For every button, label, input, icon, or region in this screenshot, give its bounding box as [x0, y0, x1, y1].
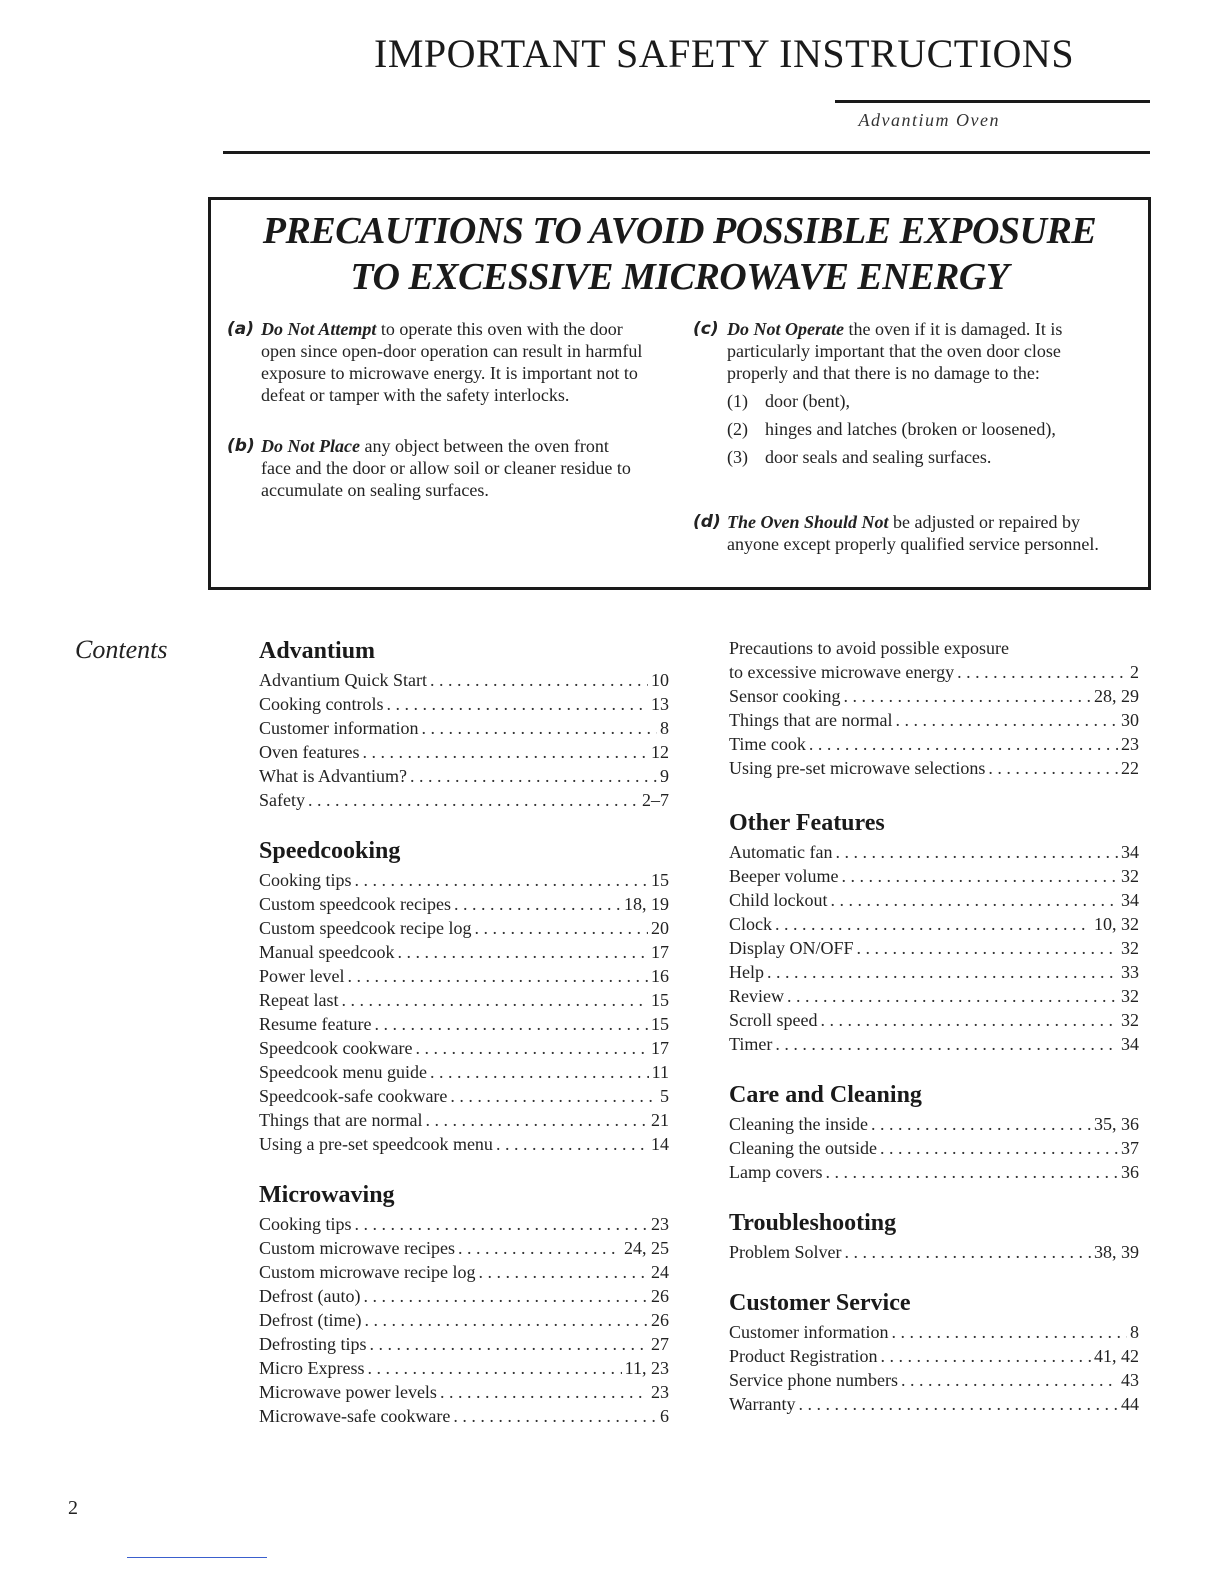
toc-entry-text: Precautions to avoid possible exposure: [729, 638, 1009, 658]
toc-entry-page: 11: [651, 1062, 669, 1082]
dot-leader: [901, 1368, 1118, 1392]
toc-entry: [729, 1160, 1139, 1184]
dot-leader: [410, 764, 657, 788]
dot-leader: [988, 756, 1118, 780]
dot-leader: [767, 960, 1118, 984]
toc-entry-page: 43: [1121, 1370, 1139, 1390]
list-item-number: (1): [727, 391, 748, 411]
precaution-lead: Do Not Place: [261, 436, 360, 456]
toc-entry-page: 10, 32: [1094, 914, 1139, 934]
header-rule-long: [223, 151, 1150, 154]
dot-leader: [957, 660, 1127, 684]
toc-entry: [729, 660, 1139, 684]
toc-entry-label: Microwave-safe cookware: [259, 1406, 451, 1426]
toc-entry-page: 2: [1130, 662, 1139, 682]
toc-section-troubleshooting: [729, 1208, 1139, 1264]
toc-entry-page: 32: [1121, 1010, 1139, 1030]
toc-entry: [259, 892, 669, 916]
dot-leader: [364, 1308, 648, 1332]
dot-leader: [880, 1136, 1118, 1160]
dot-leader: [362, 740, 648, 764]
toc-section-customer-service: [729, 1288, 1139, 1416]
toc-entry: [259, 940, 669, 964]
header-rule-short: [835, 100, 1150, 103]
toc-entry-page: 26: [651, 1310, 669, 1330]
toc-entry-label: Power level: [259, 966, 345, 986]
toc-entry-page: 24, 25: [624, 1238, 669, 1258]
toc-entry: [259, 788, 669, 812]
dot-leader: [841, 864, 1118, 888]
toc-entry: [729, 684, 1139, 708]
toc-entry-label: Cleaning the inside: [729, 1114, 868, 1134]
toc-entry-label: Custom speedcook recipe log: [259, 918, 472, 938]
page-number: 2: [68, 1497, 78, 1519]
toc-entry: [259, 1108, 669, 1132]
dot-leader: [496, 1132, 648, 1156]
toc-entry-page: 17: [651, 1038, 669, 1058]
dot-leader: [425, 1108, 648, 1132]
toc-entry-page: 44: [1121, 1394, 1139, 1414]
toc-entry: [259, 1308, 669, 1332]
toc-entry-page: 32: [1121, 866, 1139, 886]
toc-entry-page: 36: [1121, 1162, 1139, 1182]
toc-entry-page: 18, 19: [624, 894, 669, 914]
toc-section-microwaving: [259, 1180, 669, 1428]
toc-entry-page: 15: [651, 990, 669, 1010]
toc-entry-page: 37: [1121, 1138, 1139, 1158]
dot-leader: [430, 668, 648, 692]
toc-entry-page: 30: [1121, 710, 1139, 730]
precaution-letter: (c): [693, 319, 719, 339]
toc-entry-label: Things that are normal: [729, 710, 893, 730]
dot-leader: [387, 692, 649, 716]
toc-entry-label: Custom speedcook recipes: [259, 894, 451, 914]
precaution-b: [227, 435, 641, 501]
dot-leader: [374, 1012, 648, 1036]
dot-leader: [880, 1344, 1091, 1368]
dot-leader: [363, 1284, 648, 1308]
toc-entry: [259, 868, 669, 892]
toc-entry: [729, 864, 1139, 888]
toc-entry-label: Speedcook cookware: [259, 1038, 413, 1058]
dot-leader: [454, 892, 621, 916]
precaution-text: be adjusted or repaired by anyone except properly qualified service personnel.: [727, 512, 1099, 554]
toc-entry-page: 23: [1121, 734, 1139, 754]
list-item-number: (2): [727, 419, 748, 439]
list-item: [727, 418, 1137, 440]
toc-entry-label: Speedcook menu guide: [259, 1062, 427, 1082]
toc-entry-label: Cooking tips: [259, 870, 352, 890]
toc-entry-page: 23: [651, 1382, 669, 1402]
toc-entry-page: 27: [651, 1334, 669, 1354]
list-item: [727, 446, 1137, 468]
toc-entry-page: 9: [660, 766, 669, 786]
dot-leader: [895, 708, 1118, 732]
toc-entry: [729, 888, 1139, 912]
toc-entry-label: Defrost (time): [259, 1310, 362, 1330]
toc-entry-page: 10: [651, 670, 669, 690]
dot-leader: [775, 912, 1091, 936]
toc-entry: [259, 1332, 669, 1356]
toc-entry: [259, 1012, 669, 1036]
toc-entry: [259, 716, 669, 740]
dot-leader: [831, 888, 1119, 912]
dot-leader: [820, 1008, 1118, 1032]
toc-entry: [729, 1032, 1139, 1056]
dot-leader: [775, 1032, 1118, 1056]
toc-entry-page: 34: [1121, 1034, 1139, 1054]
toc-entry: [729, 936, 1139, 960]
toc-entry: [729, 1392, 1139, 1416]
toc-entry-page: 16: [651, 966, 669, 986]
precautions-title-line2: TO EXCESSIVE MICROWAVE ENERGY: [350, 256, 1009, 298]
toc-entry: [729, 1344, 1139, 1368]
toc-entry: [259, 1132, 669, 1156]
dot-leader: [440, 1380, 648, 1404]
footer-link-underline: [127, 1557, 267, 1558]
toc-entry-page: 8: [1130, 1322, 1139, 1342]
toc-entry-page: 20: [651, 918, 669, 938]
page-title: IMPORTANT SAFETY INSTRUCTIONS: [374, 31, 1075, 76]
contents-label: Contents: [75, 635, 168, 664]
toc-entry-label: Repeat last: [259, 990, 339, 1010]
dot-leader: [355, 868, 648, 892]
toc-entry-label: Microwave power levels: [259, 1382, 437, 1402]
toc-entry: [729, 840, 1139, 864]
toc-entry-label: Scroll speed: [729, 1010, 818, 1030]
precaution-lead: Do Not Attempt: [261, 319, 377, 339]
dot-leader: [308, 788, 639, 812]
list-item: [727, 390, 1137, 412]
precaution-letter: (b): [227, 436, 255, 456]
toc-entry-page: 41, 42: [1094, 1346, 1139, 1366]
precautions-title: [211, 208, 1148, 300]
precaution-letter: (d): [693, 512, 721, 532]
precaution-d: [693, 511, 1117, 555]
dot-leader: [835, 840, 1118, 864]
toc-entry-label: to excessive microwave energy: [729, 662, 955, 682]
toc-entry-label: Oven features: [259, 742, 360, 762]
dot-leader: [844, 684, 1092, 708]
toc-heading: Care and Cleaning: [729, 1082, 922, 1108]
toc-entry-label: Product Registration: [729, 1346, 878, 1366]
toc-entry-page: 34: [1121, 890, 1139, 910]
toc-entry-label: Advantium Quick Start: [259, 670, 427, 690]
toc-entry-label: Custom microwave recipe log: [259, 1262, 476, 1282]
toc-entry-page: 5: [660, 1086, 669, 1106]
toc-entry-label: Speedcook-safe cookware: [259, 1086, 448, 1106]
dot-leader: [857, 936, 1118, 960]
toc-entry-label: Safety: [259, 790, 305, 810]
toc-right-column: [729, 636, 1139, 1438]
toc-entry-label: Cooking controls: [259, 694, 384, 714]
toc-entry-page: 28, 29: [1094, 686, 1139, 706]
toc-entry-label: Manual speedcook: [259, 942, 395, 962]
toc-entry-page: 38, 39: [1094, 1242, 1139, 1262]
toc-entry: [259, 1084, 669, 1108]
toc-entry-page: 32: [1121, 986, 1139, 1006]
dot-leader: [453, 1404, 657, 1428]
header-subtitle: Advantium Oven: [858, 110, 1000, 130]
toc-entry: [259, 692, 669, 716]
toc-entry-label: Things that are normal: [259, 1110, 423, 1130]
dot-leader: [397, 940, 648, 964]
toc-entry: [259, 1036, 669, 1060]
dot-leader: [430, 1060, 649, 1084]
dot-leader: [355, 1212, 648, 1236]
dot-leader: [341, 988, 648, 1012]
toc-entry-page: 15: [651, 1014, 669, 1034]
toc-entry-label: Using pre-set microwave selections: [729, 758, 986, 778]
toc-entry: [259, 1356, 669, 1380]
toc-entry-page: 34: [1121, 842, 1139, 862]
toc-entry-label: Clock: [729, 914, 772, 934]
toc-heading: Other Features: [729, 810, 885, 836]
toc-entry-page: 6: [660, 1406, 669, 1426]
toc-heading: Troubleshooting: [729, 1210, 897, 1236]
toc-entry: [729, 1320, 1139, 1344]
dot-leader: [799, 1392, 1118, 1416]
toc-entry: [729, 708, 1139, 732]
dot-leader: [809, 732, 1118, 756]
dot-leader: [367, 1356, 621, 1380]
toc-entry: [729, 732, 1139, 756]
toc-entry: [729, 1008, 1139, 1032]
list-item-text: hinges and latches (broken or loosened),: [765, 419, 1056, 439]
toc-entry: [729, 1136, 1139, 1160]
toc-entry: [729, 960, 1139, 984]
precaution-a: [227, 318, 656, 406]
toc-entry-page: 26: [651, 1286, 669, 1306]
toc-section-speedcooking: [259, 836, 669, 1156]
toc-entry: [259, 988, 669, 1012]
toc-entry: [259, 668, 669, 692]
toc-entry: [259, 1284, 669, 1308]
toc-entry-page: 14: [651, 1134, 669, 1154]
toc-entry: [729, 1368, 1139, 1392]
toc-entry-label: Customer information: [729, 1322, 889, 1342]
toc-heading: Microwaving: [259, 1182, 395, 1208]
toc-section-care-cleaning: [729, 1080, 1139, 1184]
toc-entry: [259, 1212, 669, 1236]
dot-leader: [891, 1320, 1127, 1344]
toc-section-other-features: [729, 808, 1139, 1056]
toc-entry-label: Time cook: [729, 734, 806, 754]
toc-entry-page: 11, 23: [624, 1358, 669, 1378]
dot-leader: [845, 1240, 1092, 1264]
toc-entry-label: Child lockout: [729, 890, 828, 910]
toc-entry-label: Service phone numbers: [729, 1370, 898, 1390]
toc-heading: Customer Service: [729, 1290, 911, 1316]
precaution-c: [693, 318, 1137, 474]
dot-leader: [478, 1260, 648, 1284]
toc-entry-label: Automatic fan: [729, 842, 833, 862]
precaution-lead: Do Not Operate: [727, 319, 844, 339]
toc-entry: [259, 1380, 669, 1404]
toc-entry-label: Defrosting tips: [259, 1334, 367, 1354]
toc-entry-label: Cleaning the outside: [729, 1138, 877, 1158]
toc-entry-page: 35, 36: [1094, 1114, 1139, 1134]
toc-entry: [259, 916, 669, 940]
toc-entry-label: Beeper volume: [729, 866, 839, 886]
dot-leader: [450, 1084, 657, 1108]
toc-entry-page: 24: [651, 1262, 669, 1282]
toc-entry-page: 23: [651, 1214, 669, 1234]
toc-entry-label: Display ON/OFF: [729, 938, 854, 958]
toc-entry: [259, 740, 669, 764]
toc-entry-label: Custom microwave recipes: [259, 1238, 455, 1258]
toc-heading: Advantium: [259, 638, 376, 664]
precaution-text: to operate this oven with the door open since open-door operation can result in harmful exposure to microwave energy. It is important not to defeat or tamper with the safety interlocks.: [261, 319, 643, 405]
dot-leader: [871, 1112, 1091, 1136]
list-item-text: door seals and sealing surfaces.: [765, 447, 992, 467]
toc-entry-page: 13: [651, 694, 669, 714]
toc-entry-page: 21: [651, 1110, 669, 1130]
toc-entry-label: Warranty: [729, 1394, 796, 1414]
precaution-text: any object between the oven front face and the door or allow soil or cleaner residue to accumulate on sealing surfaces.: [261, 436, 631, 500]
dot-leader: [421, 716, 657, 740]
dot-leader: [458, 1236, 621, 1260]
dot-leader: [787, 984, 1118, 1008]
toc-entry: [259, 964, 669, 988]
toc-section-advantium: [259, 636, 669, 812]
toc-entry: [259, 1060, 669, 1084]
dot-leader: [825, 1160, 1118, 1184]
toc-entry: [259, 1260, 669, 1284]
toc-entry-label: Micro Express: [259, 1358, 365, 1378]
list-item-text: door (bent),: [765, 391, 850, 411]
toc-entry-page: 17: [651, 942, 669, 962]
precaution-text: the oven if it is damaged. It is particularly important that the oven door close properly and that there is no damage to the:: [727, 319, 1063, 383]
toc-entry-page: 8: [660, 718, 669, 738]
toc-entry: [259, 1404, 669, 1428]
toc-entry-page: 32: [1121, 938, 1139, 958]
dot-leader: [415, 1036, 648, 1060]
precaution-letter: (a): [227, 319, 255, 339]
precaution-lead: The Oven Should Not: [727, 512, 889, 532]
toc-entry-page: 12: [651, 742, 669, 762]
toc-entry: [729, 912, 1139, 936]
dot-leader: [347, 964, 648, 988]
toc-entry-label: Defrost (auto): [259, 1286, 361, 1306]
toc-entry: [259, 764, 669, 788]
list-item-number: (3): [727, 447, 748, 467]
dot-leader: [474, 916, 648, 940]
dot-leader: [370, 1332, 649, 1356]
toc-entry-label: Sensor cooking: [729, 686, 841, 706]
toc-entry: [729, 1112, 1139, 1136]
toc-left-column: [259, 636, 669, 1450]
toc-entry-label: Problem Solver: [729, 1242, 842, 1262]
toc-entry-label: Customer information: [259, 718, 419, 738]
toc-entry-label: Resume feature: [259, 1014, 372, 1034]
toc-entry: [729, 756, 1139, 780]
toc-entry: [729, 984, 1139, 1008]
toc-entry-label: What is Advantium?: [259, 766, 407, 786]
toc-entry-page: 2–7: [642, 790, 669, 810]
toc-section-microwaving-continued: [729, 636, 1139, 780]
precautions-box: [208, 197, 1151, 590]
toc-entry-page: 22: [1121, 758, 1139, 778]
toc-entry-page: 15: [651, 870, 669, 890]
toc-entry-label: Timer: [729, 1034, 773, 1054]
toc-heading: Speedcooking: [259, 838, 401, 864]
toc-entry: [259, 1236, 669, 1260]
toc-entry-label: Using a pre-set speedcook menu: [259, 1134, 493, 1154]
toc-entry-label: Help: [729, 962, 764, 982]
damage-list: [727, 390, 1137, 468]
toc-entry-label: Cooking tips: [259, 1214, 352, 1234]
precautions-title-line1: PRECAUTIONS TO AVOID POSSIBLE EXPOSURE: [262, 210, 1097, 252]
toc-entry-label: Lamp covers: [729, 1162, 823, 1182]
toc-entry-label: Review: [729, 986, 784, 1006]
toc-entry: [729, 1240, 1139, 1264]
toc-entry-page: 33: [1121, 962, 1139, 982]
